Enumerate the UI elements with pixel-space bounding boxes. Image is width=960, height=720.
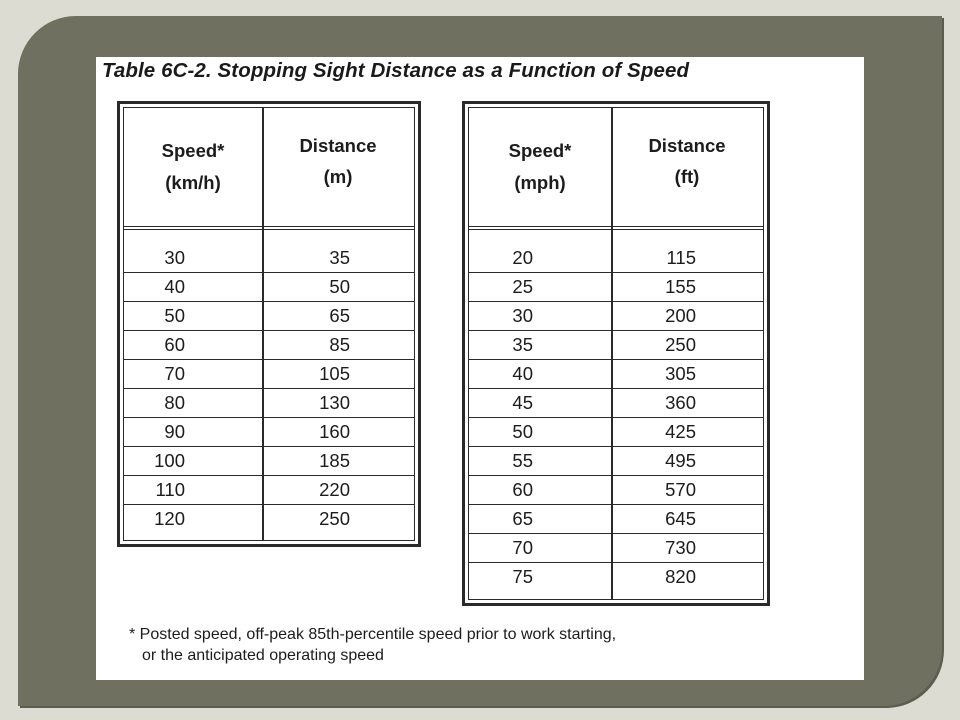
table-row	[469, 476, 763, 505]
speed-cell: 40	[512, 363, 533, 384]
table-row	[124, 389, 414, 418]
table-row	[124, 302, 414, 331]
speed-cell: 60	[512, 479, 533, 500]
table-row	[469, 302, 763, 331]
distance-cell: 160	[319, 421, 350, 442]
speed-cell: 25	[512, 276, 533, 297]
header-distance-ft	[613, 102, 761, 220]
header-speed-label: Speed*	[161, 140, 225, 161]
table-row	[124, 232, 414, 273]
english-table-inner	[468, 107, 764, 600]
speed-cell: 50	[512, 421, 533, 442]
footnote	[129, 624, 616, 666]
distance-cell: 35	[329, 247, 350, 268]
speed-cell: 100	[154, 450, 185, 471]
distance-cell: 305	[665, 363, 696, 384]
header-speed-label: Speed*	[508, 140, 572, 161]
speed-cell: 90	[164, 421, 185, 442]
distance-cell: 185	[319, 450, 350, 471]
speed-cell: 45	[512, 392, 533, 413]
speed-cell: 20	[512, 247, 533, 268]
metric-table-body	[124, 232, 414, 533]
distance-cell: 65	[329, 305, 350, 326]
table-row	[469, 232, 763, 273]
speed-cell: 55	[512, 450, 533, 471]
distance-cell: 220	[319, 479, 350, 500]
english-table-body	[469, 232, 763, 591]
distance-cell: 495	[665, 450, 696, 471]
english-table	[462, 101, 770, 606]
footnote-line-1: * Posted speed, off-peak 85th-percentile speed prior to work starting,	[129, 626, 617, 643]
table-row	[469, 331, 763, 360]
table-row	[469, 418, 763, 447]
header-speed-mph	[469, 108, 611, 226]
header-speed-unit: (km/h)	[165, 172, 221, 193]
table-row	[124, 418, 414, 447]
distance-cell: 250	[319, 508, 350, 529]
distance-cell: 820	[665, 566, 696, 587]
distance-cell: 115	[666, 247, 696, 268]
table-row	[124, 476, 414, 505]
distance-cell: 85	[329, 334, 350, 355]
header-distance-unit: (m)	[323, 166, 353, 187]
table-title: Table 6C-2. Stopping Sight Distance as a Function of Speed	[102, 59, 690, 82]
table-row	[469, 447, 763, 476]
table-row	[124, 505, 414, 533]
header-distance-unit: (ft)	[674, 166, 700, 187]
document-page	[96, 57, 864, 680]
speed-cell: 30	[164, 247, 185, 268]
speed-cell: 110	[155, 479, 185, 500]
table-row	[124, 273, 414, 302]
speed-cell: 65	[512, 508, 533, 529]
speed-cell: 50	[164, 305, 185, 326]
table-row	[469, 505, 763, 534]
metric-table-inner	[123, 107, 415, 541]
table-row	[124, 331, 414, 360]
table-row	[469, 360, 763, 389]
speed-cell: 120	[154, 508, 185, 529]
speed-cell: 35	[512, 334, 533, 355]
header-distance-label: Distance	[299, 135, 377, 156]
speed-cell: 80	[164, 392, 185, 413]
table-row	[124, 360, 414, 389]
distance-cell: 425	[665, 421, 696, 442]
distance-cell: 570	[665, 479, 696, 500]
table-row	[469, 534, 763, 563]
table-row	[124, 447, 414, 476]
english-table-header	[469, 108, 763, 230]
header-speed-kmh	[124, 108, 262, 226]
metric-table	[117, 101, 421, 547]
distance-cell: 360	[665, 392, 696, 413]
table-row	[469, 389, 763, 418]
speed-cell: 75	[512, 566, 533, 587]
distance-cell: 730	[665, 537, 696, 558]
distance-cell: 50	[329, 276, 350, 297]
metric-table-header	[124, 108, 414, 230]
distance-cell: 645	[665, 508, 696, 529]
table-row	[469, 563, 763, 591]
distance-cell: 155	[665, 276, 696, 297]
distance-cell: 200	[665, 305, 696, 326]
speed-cell: 30	[512, 305, 533, 326]
header-distance-label: Distance	[648, 135, 726, 156]
speed-cell: 70	[512, 537, 533, 558]
distance-cell: 250	[665, 334, 696, 355]
speed-cell: 60	[164, 334, 185, 355]
speed-cell: 70	[164, 363, 185, 384]
distance-cell: 105	[319, 363, 350, 384]
header-distance-m	[264, 102, 412, 220]
table-row	[469, 273, 763, 302]
header-speed-unit: (mph)	[514, 172, 566, 193]
footnote-line-2: or the anticipated operating speed	[142, 647, 384, 664]
speed-cell: 40	[164, 276, 185, 297]
distance-cell: 130	[319, 392, 350, 413]
